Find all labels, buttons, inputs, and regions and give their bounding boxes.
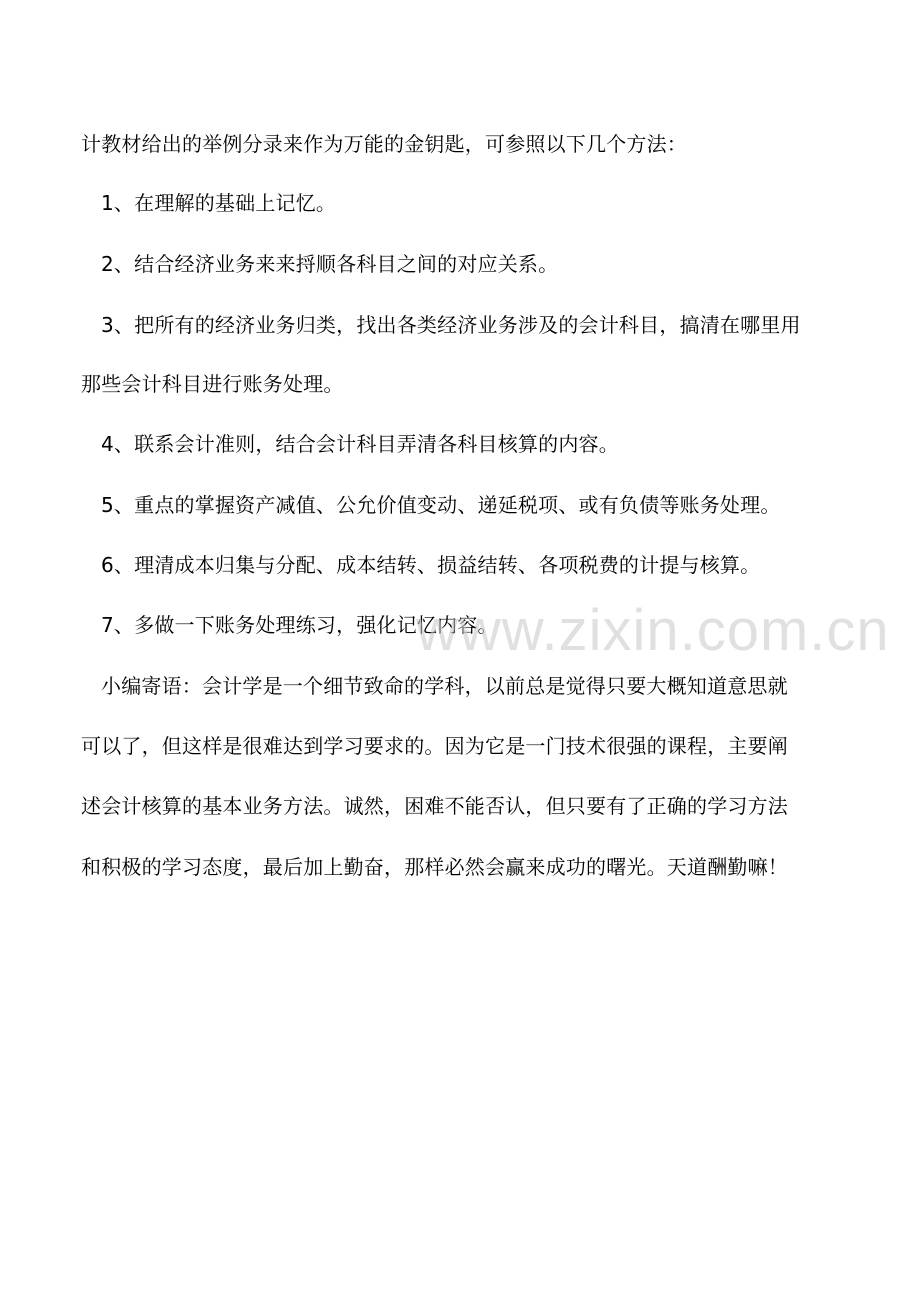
text-line-intro: 计教材给出的举例分录来作为万能的金钥匙，可参照以下几个方法： — [81, 132, 687, 156]
list-item-3: 3、把所有的经济业务归类，找出各类经济业务涉及的会计科目，搞清在哪里用 — [101, 313, 801, 337]
list-item-4: 4、联系会计准则，结合会计科目弄清各科目核算的内容。 — [101, 432, 619, 456]
list-item-7: 7、多做一下账务处理练习，强化记忆内容。 — [101, 613, 498, 637]
list-item-6: 6、理清成本归集与分配、成本结转、损益结转、各项税费的计提与核算。 — [101, 553, 761, 577]
closing-paragraph-line-2: 可以了，但这样是很难达到学习要求的。因为它是一门技术很强的课程，主要阐 — [81, 734, 788, 758]
list-item-5: 5、重点的掌握资产减值、公允价值变动、递延税项、或有负债等账务处理。 — [101, 493, 781, 517]
watermark: www.zixin.com.cn — [416, 598, 890, 663]
closing-paragraph-line-3: 述会计核算的基本业务方法。诚然，困难不能否认，但只要有了正确的学习方法 — [81, 794, 788, 818]
closing-paragraph-line-4: 和积极的学习态度，最后加上勤奋，那样必然会赢来成功的曙光。天道酬勤嘛！ — [81, 855, 788, 879]
closing-paragraph-line-1: 小编寄语：会计学是一个细节致命的学科，以前总是觉得只要大概知道意思就 — [101, 674, 788, 698]
list-item-2: 2、结合经济业务来来捋顺各科目之间的对应关系。 — [101, 252, 559, 276]
list-item-1: 1、在理解的基础上记忆。 — [101, 191, 337, 215]
list-item-3-continued: 那些会计科目进行账务处理。 — [81, 372, 344, 396]
